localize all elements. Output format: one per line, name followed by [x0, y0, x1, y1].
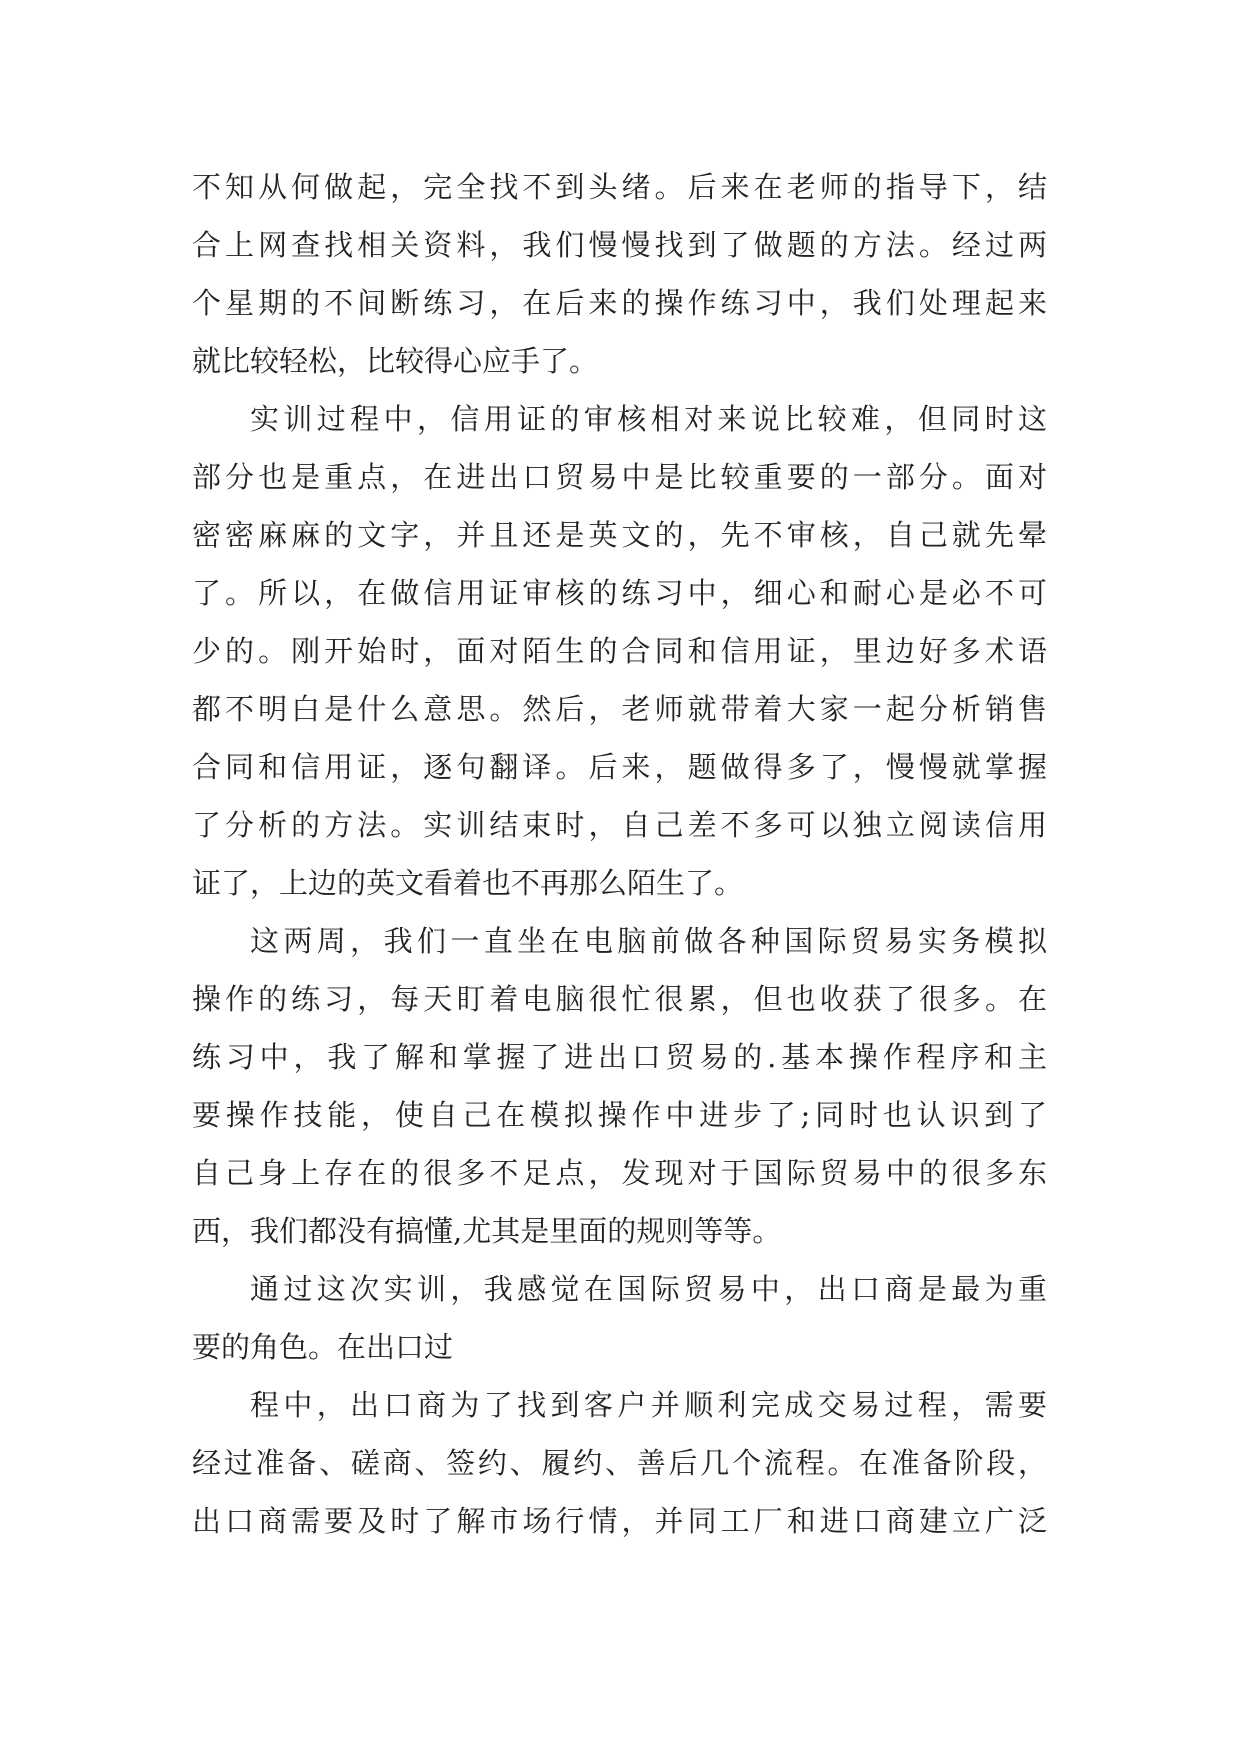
text-line: 就比较轻松，比较得心应手了。: [192, 344, 599, 378]
text-line: 合上网查找相关资料，我们慢慢找到了做题的方法。经过两: [192, 228, 1047, 262]
paragraph-first-line: 实训过程中，信用证的审核相对来说比较难，但同时这: [250, 402, 1047, 436]
text-line: 练习中，我了解和掌握了进出口贸易的.基本操作程序和主: [192, 1040, 1047, 1074]
text-line: 自己身上存在的很多不足点，发现对于国际贸易中的很多东: [192, 1156, 1047, 1190]
paragraph-first-line: 这两周，我们一直坐在电脑前做各种国际贸易实务模拟: [250, 924, 1047, 958]
text-line: 了分析的方法。实训结束时，自己差不多可以独立阅读信用: [192, 808, 1047, 842]
text-line: 少的。刚开始时，面对陌生的合同和信用证，里边好多术语: [192, 634, 1047, 668]
text-line: 操作的练习，每天盯着电脑很忙很累，但也收获了很多。在: [192, 982, 1047, 1016]
text-line: 合同和信用证，逐句翻译。后来，题做得多了，慢慢就掌握: [192, 750, 1047, 784]
text-line: 个星期的不间断练习，在后来的操作练习中，我们处理起来: [192, 286, 1047, 320]
text-line: 出口商需要及时了解市场行情，并同工厂和进口商建立广泛: [192, 1504, 1047, 1538]
text-line: 证了，上边的英文看着也不再那么陌生了。: [192, 866, 744, 900]
text-line: 不知从何做起，完全找不到头绪。后来在老师的指导下，结: [192, 170, 1047, 204]
text-line: 要的角色。在出口过: [192, 1330, 454, 1364]
text-line: 了。所以，在做信用证审核的练习中，细心和耐心是必不可: [192, 576, 1047, 610]
text-line: 西，我们都没有搞懂,尤其是里面的规则等等。: [192, 1214, 782, 1248]
text-line: 要操作技能，使自己在模拟操作中进步了;同时也认识到了: [192, 1098, 1047, 1132]
text-line: 都不明白是什么意思。然后，老师就带着大家一起分析销售: [192, 692, 1047, 726]
text-line: 部分也是重点，在进出口贸易中是比较重要的一部分。面对: [192, 460, 1047, 494]
text-line: 密密麻麻的文字，并且还是英文的，先不审核，自己就先晕: [192, 518, 1047, 552]
text-line: 经过准备、磋商、签约、履约、善后几个流程。在准备阶段，: [192, 1446, 1047, 1480]
paragraph-first-line: 程中，出口商为了找到客户并顺利完成交易过程，需要: [250, 1388, 1047, 1422]
paragraph-first-line: 通过这次实训，我感觉在国际贸易中，出口商是最为重: [250, 1272, 1047, 1306]
